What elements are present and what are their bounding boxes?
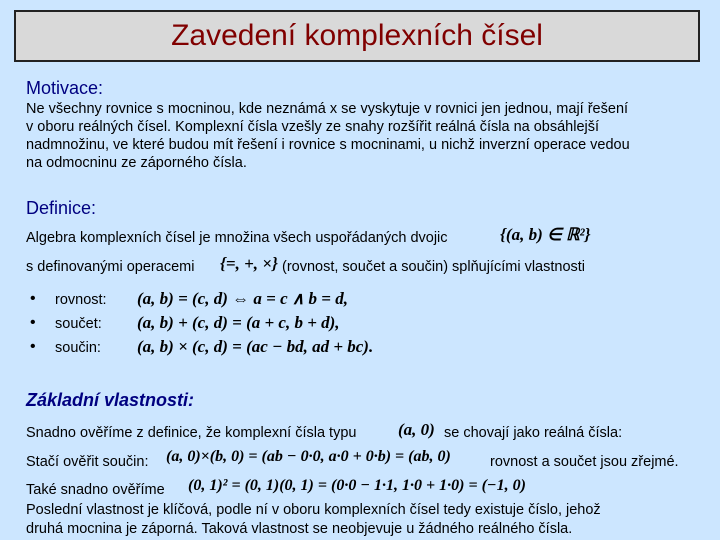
definice-line1: Algebra komplexních čísel je množina všech uspořádaných dvojic [26,230,448,246]
zakladni-line2-end: rovnost a součet jsou zřejmé. [490,454,679,470]
motivace-heading: Motivace: [26,78,104,98]
operations-expression: {=, +, ×} [220,254,278,273]
bullet-dot: • [30,338,36,355]
prop-expr-soucet: (a, b) + (c, d) = (a + c, b + d), [137,313,340,332]
prop-label-rovnost: rovnost: [55,292,107,308]
motivace-line: nadmnožinu, ve které budou mít řešení i rovnice s mocninami, u nichž inverzní operace vedou [26,137,630,153]
imaginary-unit-expression: (0, 1)² = (0, 1)(0, 1) = (0·0 − 1·1, 1·0 + 1·0) = (−1, 0) [188,477,526,494]
zakladni-line3-start: Také snadno ověříme [26,482,165,498]
bullet-dot: • [30,314,36,331]
zakladni-line1-end: se chovají jako reálná čísla: [444,425,623,441]
real-pair-expression: (a, 0) [398,420,435,439]
definice-line2-end: (rovnost, součet a součin) splňujícími vlastnosti [282,259,586,275]
zakladni-line4: Poslední vlastnost je klíčová, podle ní v oboru komplexních čísel tedy existuje číslo, jehož [26,502,601,518]
prop-expr-soucin: (a, b) × (c, d) = (ac − bd, ad + bc). [137,337,374,356]
motivace-line: Ne všechny rovnice s mocninou, kde neznámá x se vyskytuje v rovnici jen jednou, mají řešení [26,101,629,117]
slide-title: Zavedení komplexních čísel [171,19,543,52]
product-check-expression: (a, 0)×(b, 0) = (ab − 0·0, a·0 + 0·b) = (ab, 0) [166,448,451,465]
definice-line2-start: s definovanými operacemi [26,259,195,275]
bullet-dot: • [30,290,36,307]
zakladni-heading: Základní vlastnosti: [26,390,195,410]
motivace-line: v oboru reálných čísel. Komplexní čísla vzešly ze snahy rozšířit reálná čísla na obsáhlejší [26,119,600,135]
zakladni-line2-start: Stačí ověřit součin: [26,454,149,470]
definice-heading: Definice: [26,198,97,218]
set-expression: {(a, b) ∈ ℝ²} [500,225,591,244]
slide-title-box [14,10,700,62]
prop-label-soucin: součin: [55,340,101,356]
zakladni-line1-start: Snadno ověříme z definice, že komplexní čísla typu [26,425,357,441]
prop-label-soucet: součet: [55,316,102,332]
zakladni-line5: druhá mocnina je záporná. Taková vlastnost se neobjevuje u žádného reálného čísla. [26,521,573,537]
motivace-text [26,100,630,172]
prop-expr-rovnost: (a, b) = (c, d) ⇔ a = c ∧ b = d, [137,289,348,308]
motivace-line: na odmocninu ze záporného čísla. [26,155,247,171]
